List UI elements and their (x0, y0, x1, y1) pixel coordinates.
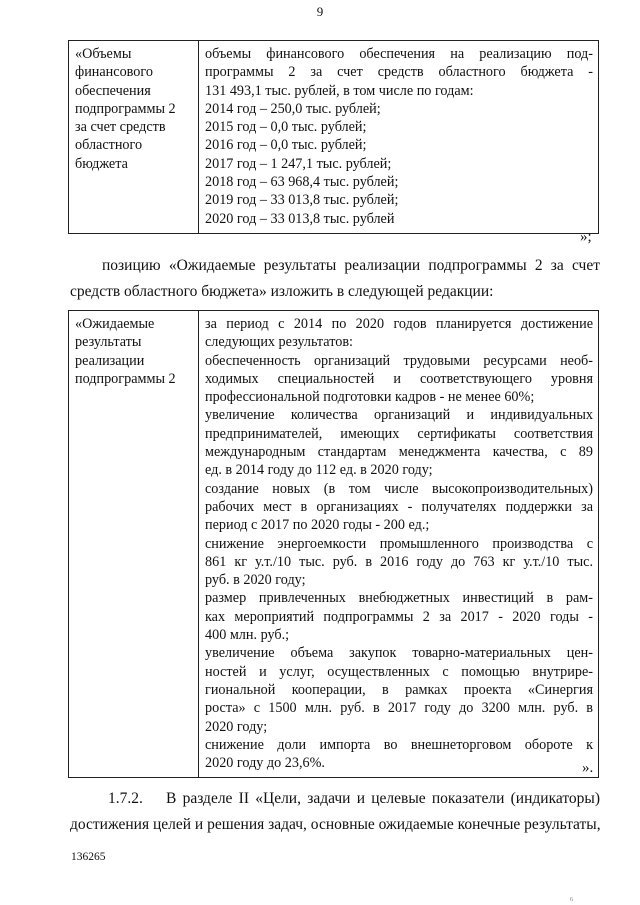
section-number: 1.7.2. (108, 790, 143, 807)
financing-value-line: 2014 год – 250,0 тыс. рублей; (205, 100, 381, 117)
results-label-line: «Ожидаемые (75, 316, 155, 332)
results-value-line: размер привлеченных внебюджетных инвестиций в рам- (205, 590, 593, 607)
financing-label-line: «Объемы (75, 46, 132, 62)
results-value-line: 861 кг у.т./10 тыс. руб. в 2016 году до 763 кг у.т./10 тыс. (205, 553, 593, 570)
intro-line-2: средств областного бюджета» изложить в следующей редакции: (70, 283, 494, 300)
results-value-line: снижение энергоемкости промышленного производства с (205, 535, 593, 552)
financing-value-line: 2015 год – 0,0 тыс. рублей; (205, 119, 367, 136)
section-line-2: достижения целей и решения задач, основные ожидаемые конечные результаты, (70, 816, 601, 833)
results-values (205, 315, 593, 772)
results-value-line: профессиональной подготовки кадров - не менее 60%; (205, 389, 535, 406)
financing-value-cell (199, 41, 599, 234)
footer-code: 136265 (71, 851, 106, 863)
results-value-line: гиональной кооперации, в рамках проекта «Синергия (205, 681, 593, 698)
results-value-line: увеличение объема закупок товарно-материальных цен- (205, 645, 593, 662)
results-value-line: предпринимателей, имеющих сертификаты соответствия (205, 425, 593, 442)
financing-label-line: обеспечения (75, 82, 151, 99)
financing-label (75, 45, 193, 173)
results-value-line: рабочих мест в организациях - получателях поддержки за (205, 498, 593, 515)
results-label-line: подпрограммы 2 (75, 370, 176, 387)
results-label-line: реализации (75, 352, 145, 369)
results-value-line: ностей и услуг, осуществленных с помощью внутрире- (205, 663, 593, 680)
results-value-line: роста» с 1500 млн. руб. в 2017 году до 3200 млн. руб. в (205, 700, 593, 717)
financing-value-line: 2017 год – 1 247,1 тыс. рублей; (205, 155, 392, 172)
results-value-line: 2020 году; (205, 718, 268, 735)
intro-line-1: позицию «Ожидаемые результаты реализации подпрограммы 2 за счет (102, 257, 600, 274)
financing-value-line: 2018 год – 63 968,4 тыс. рублей; (205, 174, 399, 191)
results-label-line: результаты (75, 334, 142, 351)
results-value-line: ках мероприятий подпрограммы 2 за 2017 - 2020 годы - (205, 608, 593, 625)
results-value-line: снижение доли импорта во внешнеторговом обороте к (205, 736, 593, 753)
financing-value-line: 2020 год – 33 013,8 тыс. рублей (205, 210, 395, 227)
page-number: 9 (316, 4, 324, 19)
financing-value-line: программы 2 за счет средств областного бюджета - (205, 64, 593, 81)
financing-value-line: 2019 год – 33 013,8 тыс. рублей; (205, 192, 399, 209)
results-value-line: следующих результатов: (205, 334, 353, 351)
results-table (68, 310, 599, 778)
financing-value-line: 2016 год – 0,0 тыс. рублей; (205, 137, 367, 154)
results-value-line: создание новых (в том числе высокопроизводительных) (205, 480, 593, 497)
section-line-1: В разделе II «Цели, задачи и целевые показатели (индикаторы) (166, 790, 600, 807)
results-value-line: международным стандартам менеджмента качества, с 89 (205, 444, 593, 461)
table1-closing-quote: »; (580, 229, 592, 245)
results-value-cell (199, 311, 599, 778)
results-value-line: период с 2017 по 2020 годы - 200 ед.; (205, 517, 430, 534)
results-value-line: обеспеченность организаций трудовыми ресурсами необ- (205, 352, 593, 369)
financing-values (205, 45, 593, 228)
financing-label-line: областного (75, 137, 143, 154)
results-label-cell (69, 311, 199, 778)
results-value-line: 2020 году до 23,6%. (205, 755, 325, 772)
financing-label-line: финансового (75, 64, 153, 81)
financing-label-line: подпрограммы 2 (75, 100, 176, 117)
financing-table (68, 40, 599, 234)
financing-label-line: за счет средств (75, 119, 166, 136)
corner-mark: 6 (570, 897, 573, 903)
financing-label-line: бюджета (75, 155, 128, 172)
results-value-line: руб. в 2020 году; (205, 572, 306, 589)
results-value-line: ед. в 2014 году до 112 ед. в 2020 году; (205, 462, 433, 479)
results-value-line: ходимых специальностей и соответствующего уровня (205, 370, 593, 387)
financing-value-line: объемы финансового обеспечения на реализацию под- (205, 46, 593, 62)
results-value-line: 400 млн. руб.; (205, 627, 290, 644)
results-label (75, 315, 193, 388)
results-value-line: за период с 2014 по 2020 годов планируется достижение (205, 316, 593, 332)
results-value-line: увеличение количества организаций и индивидуальных (205, 407, 593, 424)
financing-label-cell (69, 41, 199, 234)
table2-closing-quote: ». (582, 760, 594, 776)
financing-value-line: 131 493,1 тыс. рублей, в том числе по годам: (205, 82, 474, 99)
